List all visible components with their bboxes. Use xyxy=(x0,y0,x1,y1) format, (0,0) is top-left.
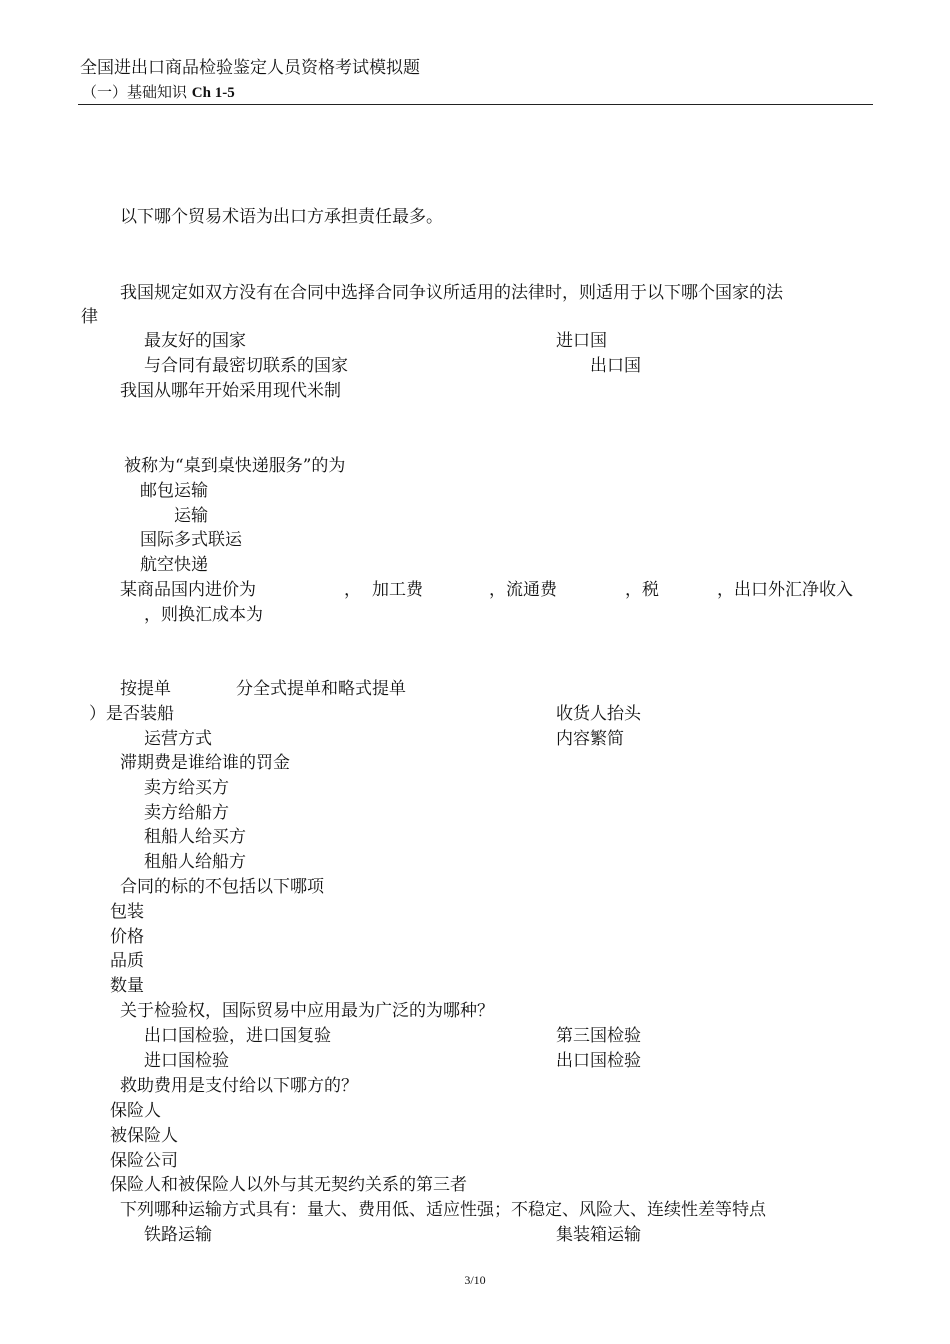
answer-option: 与合同有最密切联系的国家 xyxy=(144,356,348,376)
question-text: ，出口外汇净收入 xyxy=(717,580,853,600)
answer-option: 包装 xyxy=(110,902,144,922)
question-text: ，税 xyxy=(625,580,659,600)
answer-option: 保险公司 xyxy=(110,1151,178,1171)
answer-option: 数量 xyxy=(110,976,144,996)
question-text-continued: ，则换汇成本为 xyxy=(144,605,263,625)
answer-option: 内容繁简 xyxy=(556,729,624,749)
header-rule xyxy=(78,104,873,105)
answer-option: 邮包运输 xyxy=(140,481,208,501)
question-text: 关于检验权，国际贸易中应用最为广泛的为哪种？ xyxy=(120,1001,494,1021)
answer-option: 出口国检验，进口国复验 xyxy=(144,1026,331,1046)
answer-option: 品质 xyxy=(110,951,144,971)
question-text: ，流通费 xyxy=(489,580,557,600)
answer-option: 保险人和被保险人以外与其无契约关系的第三者 xyxy=(110,1175,467,1195)
answer-option: 出口国 xyxy=(590,356,641,376)
answer-option: 价格 xyxy=(110,927,144,947)
answer-option: 出口国检验 xyxy=(556,1051,641,1071)
answer-option: 最友好的国家 xyxy=(144,331,246,351)
question-text: 下列哪种运输方式具有：量大、费用低、适应性强；不稳定、风险大、连续性差等特点 xyxy=(120,1200,766,1220)
answer-option: ）是否装船 xyxy=(89,704,174,724)
question-text: 分全式提单和略式提单 xyxy=(236,679,406,699)
answer-option: 集装箱运输 xyxy=(556,1225,641,1245)
header-subtitle xyxy=(82,82,235,103)
answer-option: 卖方给买方 xyxy=(144,778,229,798)
chapter-range: Ch 1-5 xyxy=(191,85,235,101)
answer-option: 运输 xyxy=(174,506,208,526)
question-text: 合同的标的不包括以下哪项 xyxy=(120,877,324,897)
question-text: 加工费 xyxy=(372,580,423,600)
answer-option: 国际多式联运 xyxy=(140,530,242,550)
page-number: 3/10 xyxy=(464,1273,486,1287)
answer-option: 进口国 xyxy=(556,331,607,351)
question-text: 按提单 xyxy=(120,679,171,699)
answer-option: 运营方式 xyxy=(144,729,212,749)
question-text: 救助费用是支付给以下哪方的？ xyxy=(120,1076,358,1096)
answer-option: 铁路运输 xyxy=(144,1225,212,1245)
answer-option: 保险人 xyxy=(110,1101,161,1121)
question-text-continued: 律 xyxy=(81,307,98,327)
answer-option: 租船人给船方 xyxy=(144,852,246,872)
question-text: 被称为“桌到桌快递服务”的为 xyxy=(124,456,346,476)
answer-option: 航空快递 xyxy=(140,555,208,575)
question-text: 我国规定如双方没有在合同中选择合同争议所适用的法律时，则适用于以下哪个国家的法 xyxy=(120,283,783,303)
answer-option: 第三国检验 xyxy=(556,1026,641,1046)
answer-option: 租船人给买方 xyxy=(144,827,246,847)
question-text: 滞期费是谁给谁的罚金 xyxy=(120,753,290,773)
question-text: 我国从哪年开始采用现代米制 xyxy=(120,381,341,401)
question-text: ， xyxy=(344,580,361,600)
question-text: 某商品国内进价为 xyxy=(120,580,256,600)
answer-option: 进口国检验 xyxy=(144,1051,229,1071)
header-title: 全国进出口商品检验鉴定人员资格考试模拟题 xyxy=(80,58,420,78)
question-text: 以下哪个贸易术语为出口方承担责任最多。 xyxy=(120,207,443,227)
answer-option: 被保险人 xyxy=(110,1126,178,1146)
subtitle-text: （一）基础知识 xyxy=(82,83,192,101)
answer-option: 收货人抬头 xyxy=(556,704,641,724)
answer-option: 卖方给船方 xyxy=(144,803,229,823)
